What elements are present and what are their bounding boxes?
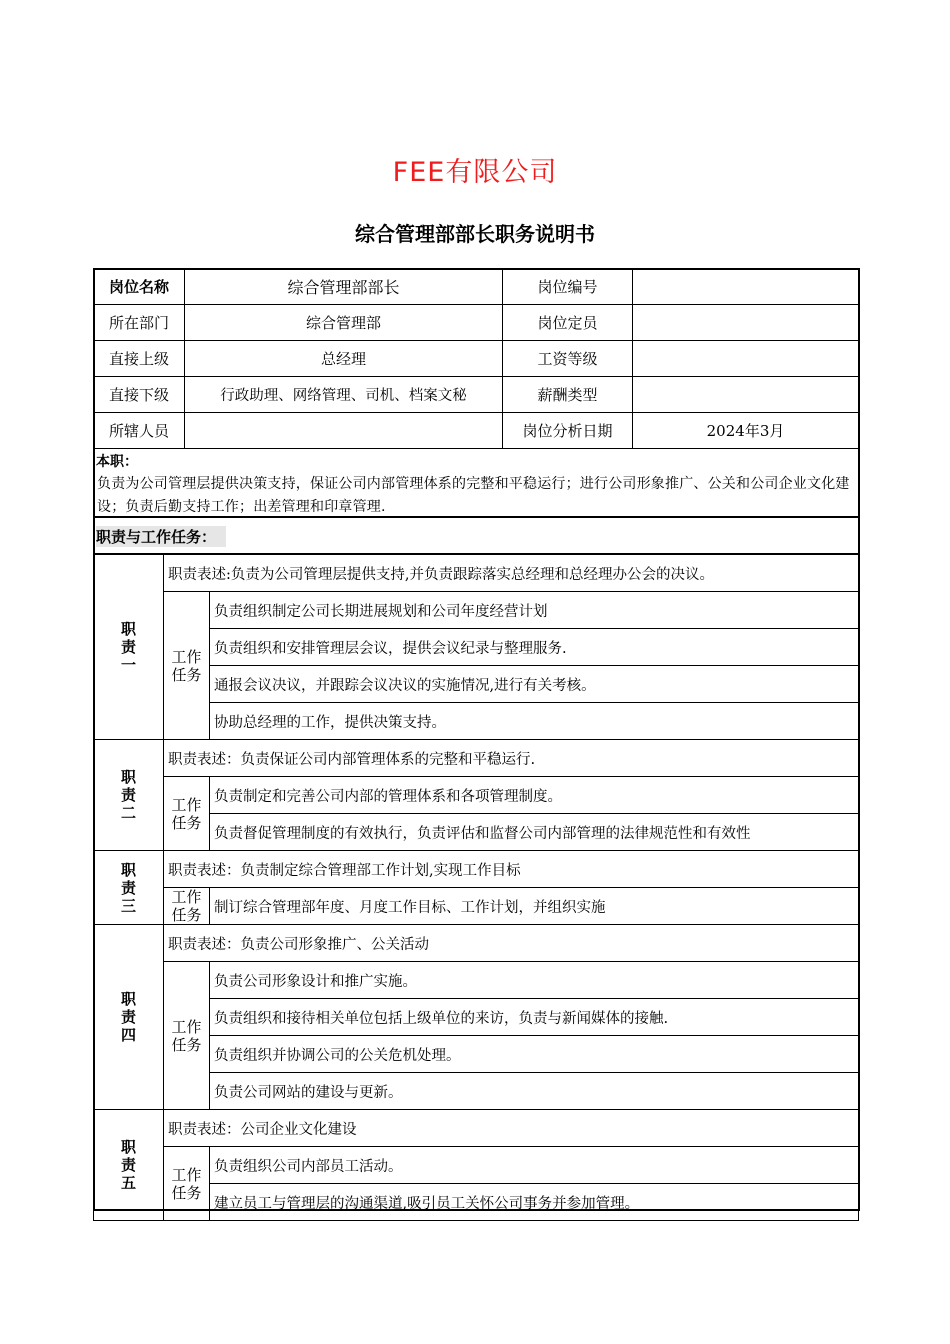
duty-statement: 职责表述：负责保证公司内部管理体系的完整和平稳运行. [164, 740, 859, 777]
info-label: 工资等级 [503, 341, 633, 377]
duty-name: 职责三 [94, 851, 164, 925]
info-value: 综合管理部 [185, 305, 503, 341]
info-value: 2024年3月 [633, 413, 859, 449]
task-label: 工作任务 [164, 777, 210, 851]
info-value: 行政助理、网络管理、司机、档案文秘 [185, 377, 503, 413]
duty-task: 负责公司网站的建设与更新。 [210, 1073, 859, 1110]
duty-task: 负责组织公司内部员工活动。 [210, 1147, 859, 1184]
duty-task-row [94, 777, 859, 814]
duty-task-row [94, 1147, 859, 1184]
info-value [185, 413, 503, 449]
duty-task: 通报会议决议，并跟踪会议决议的实施情况,进行有关考核。 [210, 666, 859, 703]
info-value: 总经理 [185, 341, 503, 377]
duty-statement-row [94, 555, 859, 592]
job-summary-label: 本职： [96, 454, 138, 470]
info-label: 直接上级 [94, 341, 185, 377]
duty-task: 负责组织制定公司长期进展规划和公司年度经营计划 [210, 592, 859, 629]
info-row [94, 413, 859, 449]
duty-statement-row [94, 925, 859, 962]
info-row [94, 341, 859, 377]
duty-task: 负责组织并协调公司的公关危机处理。 [210, 1036, 859, 1073]
position-info-table [93, 268, 859, 449]
task-label: 工作任务 [164, 592, 210, 740]
duty-name: 职责四 [94, 925, 164, 1110]
duty-name: 职责五 [94, 1110, 164, 1221]
duty-statement: 职责表述：公司企业文化建设 [164, 1110, 859, 1147]
info-label: 所辖人员 [94, 413, 185, 449]
task-label: 工作任务 [164, 888, 210, 925]
info-value [633, 305, 859, 341]
info-label: 薪酬类型 [503, 377, 633, 413]
duty-task-row [94, 962, 859, 999]
job-summary [93, 448, 858, 518]
duty-name: 职责一 [94, 555, 164, 740]
duty-name: 职责二 [94, 740, 164, 851]
duties-heading: 职责与工作任务： [96, 526, 226, 547]
info-label: 岗位名称 [94, 269, 185, 305]
info-label: 岗位分析日期 [503, 413, 633, 449]
info-label: 岗位定员 [503, 305, 633, 341]
duty-task: 建立员工与管理层的沟通渠道,吸引员工关怀公司事务并参加管理。 [210, 1184, 859, 1221]
duties-heading-row [93, 518, 858, 554]
duty-task: 负责公司形象设计和推广实施。 [210, 962, 859, 999]
duty-task: 负责组织和安排管理层会议，提供会议纪录与整理服务. [210, 629, 859, 666]
duty-statement: 职责表述:负责为公司管理层提供支持,并负责跟踪落实总经理和总经理办公会的决议。 [164, 555, 859, 592]
duty-statement: 职责表述：负责公司形象推广、公关活动 [164, 925, 859, 962]
job-summary-text: 负责为公司管理层提供决策支持，保证公司内部管理体系的完整和平稳运行；进行公司形象推广、公关和公司企业文化建设；负责后勤支持工作；出差管理和印章管理. [97, 476, 850, 515]
info-row [94, 269, 859, 305]
info-value [633, 269, 859, 305]
duty-task-row [94, 888, 859, 925]
info-label: 直接下级 [94, 377, 185, 413]
task-label: 工作任务 [164, 1147, 210, 1221]
info-row [94, 305, 859, 341]
duty-task: 负责制定和完善公司内部的管理体系和各项管理制度。 [210, 777, 859, 814]
task-label: 工作任务 [164, 962, 210, 1110]
info-value [633, 377, 859, 413]
duty-task: 协助总经理的工作，提供决策支持。 [210, 703, 859, 740]
info-value: 综合管理部部长 [185, 269, 503, 305]
info-label: 岗位编号 [503, 269, 633, 305]
duties-table [93, 554, 859, 1221]
info-label: 所在部门 [94, 305, 185, 341]
duty-statement-row [94, 851, 859, 888]
duty-task: 制订综合管理部年度、月度工作目标、工作计划，并组织实施 [210, 888, 859, 925]
duty-task-row [94, 592, 859, 629]
company-name: FEE有限公司 [392, 157, 558, 188]
duty-task: 负责督促管理制度的有效执行，负责评估和监督公司内部管理的法律规范性和有效性 [210, 814, 859, 851]
duty-statement-row [94, 740, 859, 777]
duty-statement-row [94, 1110, 859, 1147]
duty-statement: 职责表述：负责制定综合管理部工作计划,实现工作目标 [164, 851, 859, 888]
duty-task: 负责组织和接待相关单位包括上级单位的来访，负责与新闻媒体的接触. [210, 999, 859, 1036]
info-row [94, 377, 859, 413]
document-title: 综合管理部部长职务说明书 [355, 222, 595, 246]
info-value [633, 341, 859, 377]
